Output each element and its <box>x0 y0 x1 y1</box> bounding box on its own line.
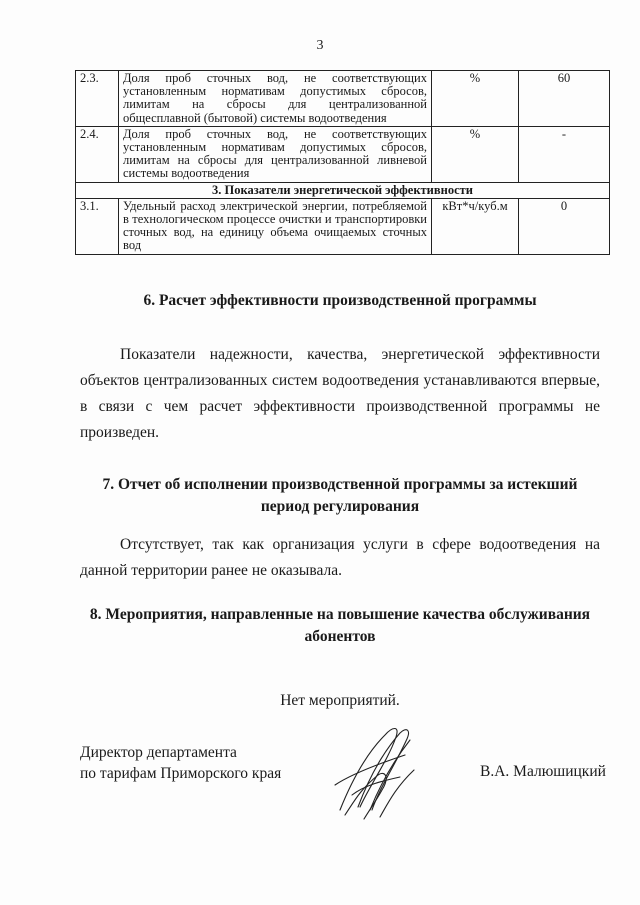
page-number: 3 <box>316 38 324 53</box>
section-8-text: Нет мероприятий. <box>280 692 400 709</box>
row-value: - <box>519 126 610 182</box>
row-number: 2.4. <box>76 126 119 182</box>
section-8-heading: 8. Мероприятия, направленные на повышение качества обслуживания абонентов <box>89 606 591 645</box>
section-7-heading: 7. Отчет об исполнении производственной программы за истекший период регулирования <box>102 476 578 515</box>
section-6-heading: 6. Расчет эффективности производственной программы <box>143 292 537 309</box>
row-value: 0 <box>519 198 610 254</box>
signatory-name: В.А. Малюшицкий <box>480 763 606 780</box>
row-value: 60 <box>519 71 610 127</box>
row-number: 2.3. <box>76 71 119 127</box>
section-title: 3. Показатели энергетической эффективности <box>76 182 610 198</box>
row-unit: % <box>432 71 519 127</box>
table-section-row <box>76 182 610 198</box>
signatory-position-line2: по тарифам Приморского края <box>80 765 282 782</box>
indicators-table <box>75 70 610 255</box>
section-6-text: Показатели надежности, качества, энергетической эффективности объектов централизованных систем водоотведения устанавливаются впервые, в связи с чем расчет эффективности производственной программы не произведен. <box>80 346 600 441</box>
row-unit: % <box>432 126 519 182</box>
table-row <box>76 126 610 182</box>
table-row <box>76 71 610 127</box>
signatory-position-line1: Директор департамента <box>80 744 237 761</box>
section-7-text: Отсутствует, так как организация услуги в сфере водоотведения на данной территории ранее не оказывала. <box>80 536 600 579</box>
signatory-position <box>80 742 281 784</box>
row-number: 3.1. <box>76 198 119 254</box>
row-description: Доля проб сточных вод, не соответствующих установленным нормативам допустимых сбросов, лимитам на сбросы для централизованной общесплавной (бытовой) системы водоотведения <box>119 71 432 127</box>
row-description: Доля проб сточных вод, не соответствующих установленным нормативам допустимых сбросов, лимитам на сбросы для централизованной ливневой системы водоотведения <box>119 126 432 182</box>
handwritten-signature <box>330 715 420 825</box>
table-row <box>76 198 610 254</box>
row-unit: кВт*ч/куб.м <box>432 198 519 254</box>
row-description: Удельный расход электрической энергии, потребляемой в технологическом процессе очистки и транспортировки сточных вод, на единицу объема очищаемых сточных вод <box>119 198 432 254</box>
